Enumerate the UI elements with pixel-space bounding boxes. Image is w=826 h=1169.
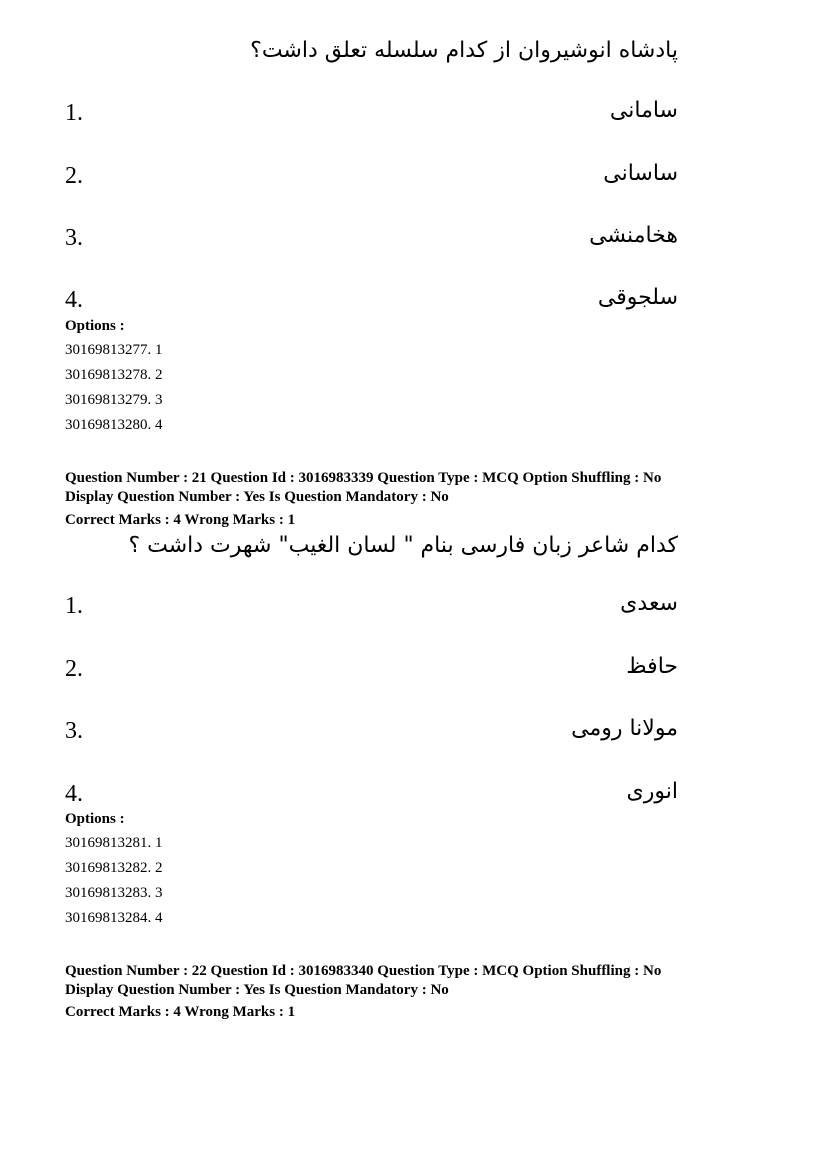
question-text: پادشاه انوشیروان از کدام سلسله تعلق داشت؟ xyxy=(250,38,678,63)
option-id: 30169813282. 2 xyxy=(65,860,163,876)
option-id: 30169813283. 3 xyxy=(65,885,163,901)
option-number: 2. xyxy=(65,656,83,682)
option-number: 3. xyxy=(65,718,83,744)
option-id: 30169813280. 4 xyxy=(65,417,163,433)
question-meta: Question Number : 21 Question Id : 3016983339 Question Type : MCQ Option Shuffling : No xyxy=(65,470,662,486)
question-meta: Display Question Number : Yes Is Question Mandatory : No xyxy=(65,489,449,505)
question-meta: Correct Marks : 4 Wrong Marks : 1 xyxy=(65,1004,296,1020)
question-meta: Question Number : 22 Question Id : 3016983340 Question Type : MCQ Option Shuffling : No xyxy=(65,963,662,979)
options-label: Options : xyxy=(65,811,125,827)
option-number: 3. xyxy=(65,225,83,251)
option-text: سعدی xyxy=(620,591,678,616)
question-meta: Correct Marks : 4 Wrong Marks : 1 xyxy=(65,512,296,528)
option-id: 30169813281. 1 xyxy=(65,835,163,851)
option-text: حافظ xyxy=(626,654,678,679)
option-id: 30169813279. 3 xyxy=(65,392,163,408)
option-text: سلجوقی xyxy=(597,285,678,310)
option-text: انوری xyxy=(626,779,678,804)
option-number: 4. xyxy=(65,287,83,313)
options-label: Options : xyxy=(65,318,125,334)
option-id: 30169813284. 4 xyxy=(65,910,163,926)
option-number: 1. xyxy=(65,100,83,126)
question-text: کدام شاعر زبان فارسی بنام " لسان الغیب" شهرت داشت ؟ xyxy=(128,533,678,558)
option-number: 2. xyxy=(65,163,83,189)
option-text: مولانا رومی xyxy=(571,716,678,741)
option-text: هخامنشی xyxy=(589,223,678,248)
option-id: 30169813277. 1 xyxy=(65,342,163,358)
option-text: ساسانی xyxy=(603,161,678,186)
option-number: 1. xyxy=(65,593,83,619)
option-number: 4. xyxy=(65,781,83,807)
option-text: سامانی xyxy=(609,98,678,123)
option-id: 30169813278. 2 xyxy=(65,367,163,383)
question-meta: Display Question Number : Yes Is Question Mandatory : No xyxy=(65,982,449,998)
